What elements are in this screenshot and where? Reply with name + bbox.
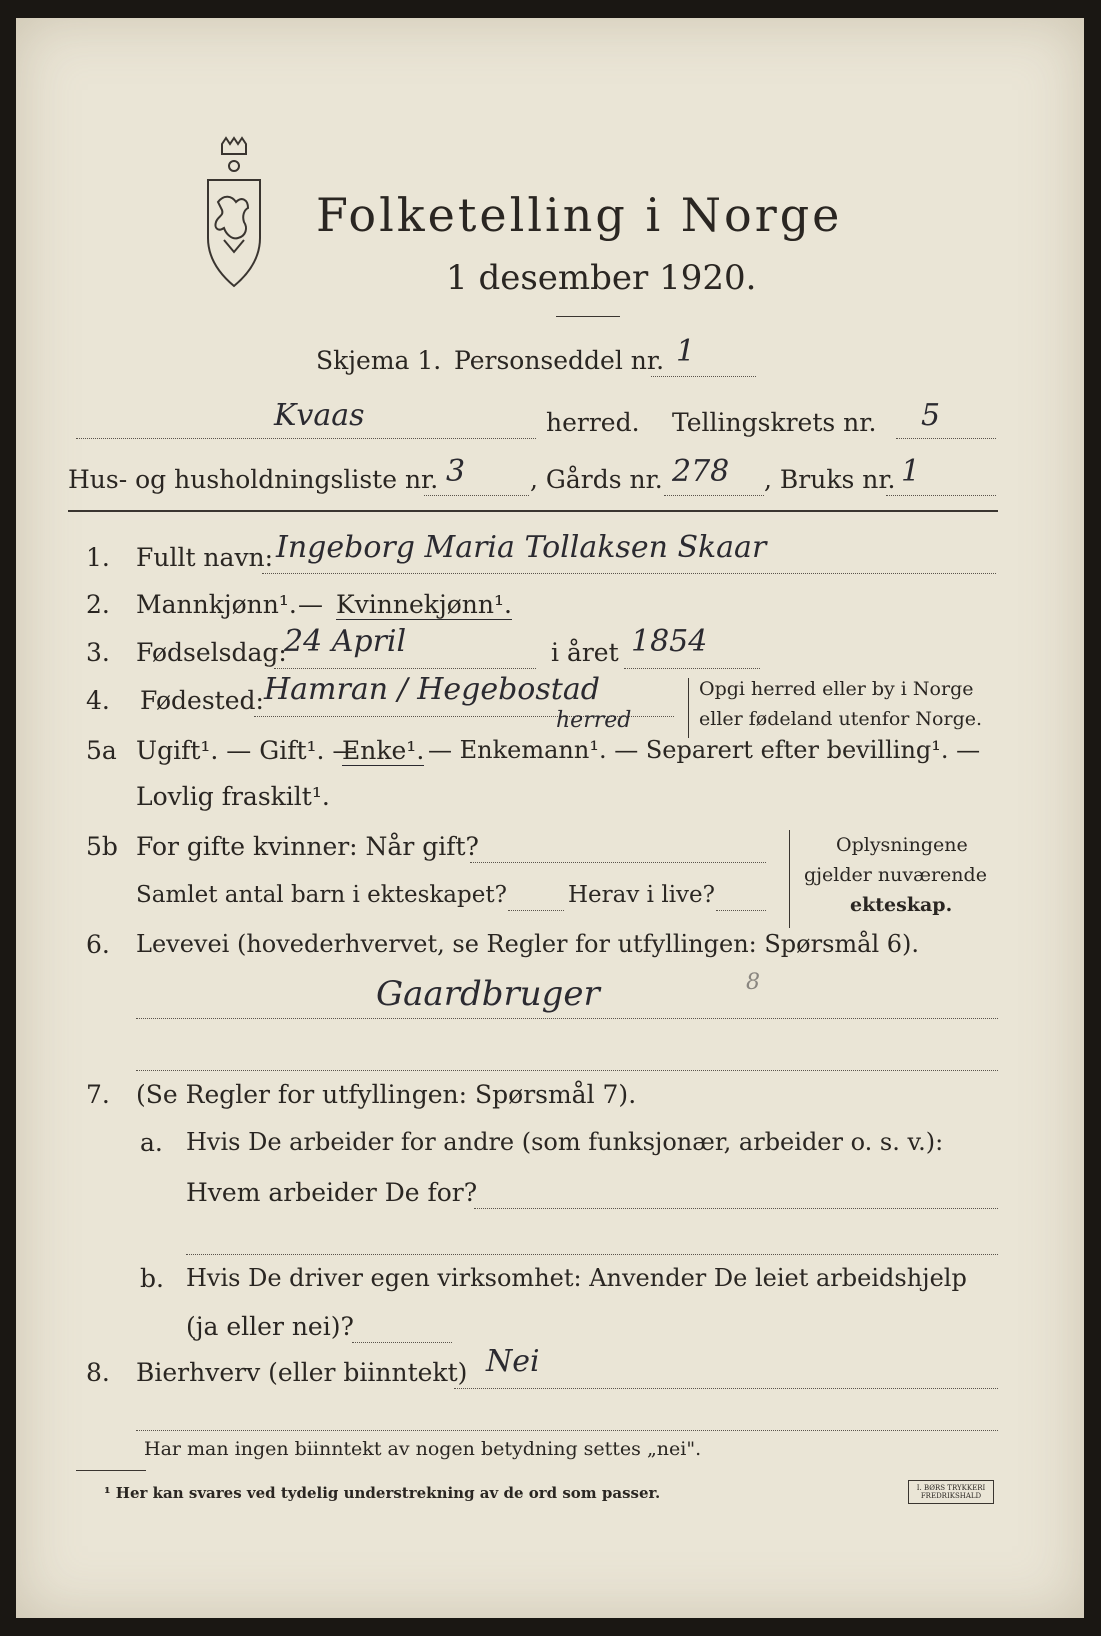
- q7a-line3: [186, 1254, 998, 1255]
- q5b-note2: gjelder nuværende: [804, 864, 987, 886]
- q7a-line1: Hvis De arbeider for andre (som funksjonær, arbeider o. s. v.):: [186, 1128, 944, 1156]
- q5b-note1: Oplysningene: [836, 834, 968, 856]
- q3-value: 24 April: [284, 624, 407, 659]
- printer-stamp: I. BØRS TRYKKERI FREDRIKSHALD: [908, 1480, 994, 1504]
- q5b-note3: ekteskap.: [850, 894, 953, 916]
- q5a-line1b: — Enkemann¹. — Separert efter bevilling¹. —: [428, 736, 981, 764]
- q4-label: Fødested:: [140, 686, 264, 715]
- q7-label: (Se Regler for utfyllingen: Spørsmål 7).: [136, 1080, 637, 1109]
- q6-mark: 8: [746, 970, 760, 995]
- q3-year-line: [624, 668, 760, 669]
- q5b-line1: For gifte kvinner: Når gift?: [136, 832, 479, 861]
- q3-label: Fødselsdag:: [136, 638, 287, 667]
- q2-male: Mannkjønn¹.: [136, 590, 297, 619]
- q5a-enke-underlined: Enke¹.: [342, 736, 425, 765]
- husliste-label: Hus- og husholdningsliste nr.: [68, 465, 439, 494]
- q4-number: 4.: [86, 686, 110, 715]
- herred-label: herred.: [546, 408, 640, 437]
- tellingskrets-line: [896, 438, 996, 439]
- q5b-line2b-fill: [716, 910, 766, 911]
- gards-line: [664, 495, 764, 496]
- q7-number: 7.: [86, 1080, 110, 1109]
- q4-value-herred: herred: [556, 708, 632, 733]
- q7a-line2: Hvem arbeider De for?: [186, 1178, 478, 1207]
- q3-line: [274, 668, 536, 669]
- personseddel-line: [651, 376, 756, 377]
- bruks-line: [886, 495, 996, 496]
- q8-note: Har man ingen biinntekt av nogen betydning settes „nei".: [144, 1438, 702, 1460]
- q1-label: Fullt navn:: [136, 543, 274, 572]
- q3-year-value: 1854: [631, 624, 708, 659]
- q7a-number: a.: [140, 1128, 163, 1157]
- tellingskrets-value: 5: [921, 398, 941, 433]
- header-rule: [68, 510, 998, 512]
- husliste-line: [424, 495, 529, 496]
- bruks-value: 1: [901, 454, 921, 489]
- q5a-line2: Lovlig fraskilt¹.: [136, 782, 330, 811]
- q5b-line2a-fill: [508, 910, 564, 911]
- norway-coat-of-arms-icon: [194, 136, 274, 288]
- form-title: Folketelling i Norge: [316, 188, 843, 242]
- q2-number: 2.: [86, 590, 110, 619]
- q6-value: Gaardbruger: [376, 974, 600, 1014]
- q5a-number: 5a: [86, 736, 117, 765]
- q5b-line2b: Herav i live?: [568, 882, 715, 908]
- herred-value: Kvaas: [274, 398, 365, 433]
- q5a-line1: Ugift¹. — Gift¹. —: [136, 736, 358, 765]
- q5b-number: 5b: [86, 832, 118, 861]
- q8-number: 8.: [86, 1358, 110, 1387]
- q1-line: [262, 573, 996, 574]
- q8-label: Bierhverv (eller biinntekt): [136, 1358, 468, 1387]
- personseddel-value: 1: [676, 334, 696, 369]
- q5b-line1-fill: [470, 862, 766, 863]
- q4-brace: [688, 678, 689, 738]
- q5b-brace: [789, 830, 790, 928]
- q7b-number: b.: [140, 1264, 164, 1293]
- husliste-value: 3: [446, 454, 466, 489]
- q8-value: Nei: [486, 1344, 540, 1379]
- herred-line: [76, 438, 536, 439]
- q6-line2: [136, 1070, 998, 1071]
- q7b-line2-fill: [352, 1342, 452, 1343]
- q6-line1: [136, 1018, 998, 1019]
- q2-sep: —: [298, 590, 323, 619]
- personseddel-label: Personseddel nr.: [454, 346, 665, 375]
- q2-female-underlined: Kvinnekjønn¹.: [336, 590, 512, 619]
- q7b-line2: (ja eller nei)?: [186, 1312, 354, 1341]
- q6-number: 6.: [86, 930, 110, 959]
- q8-line2: [136, 1430, 998, 1431]
- q1-value: Ingeborg Maria Tollaksen Skaar: [276, 530, 767, 565]
- footnote-rule: [76, 1470, 146, 1471]
- q4-note2: eller fødeland utenfor Norge.: [699, 708, 983, 730]
- gards-label: , Gårds nr.: [530, 465, 663, 494]
- q5b-line2a: Samlet antal barn i ekteskapet?: [136, 882, 507, 908]
- q7a-line2-fill: [474, 1208, 998, 1209]
- gards-value: 278: [672, 454, 730, 489]
- q1-number: 1.: [86, 543, 110, 572]
- q6-label: Levevei (hovederhvervet, se Regler for utfyllingen: Spørsmål 6).: [136, 930, 920, 958]
- q4-value: Hamran / Hegebostad: [264, 672, 600, 707]
- q8-line: [454, 1388, 998, 1389]
- q7b-line1: Hvis De driver egen virksomhet: Anvender De leiet arbeidshjelp: [186, 1264, 967, 1292]
- title-divider: [556, 316, 620, 317]
- q3-number: 3.: [86, 638, 110, 667]
- census-form: [16, 18, 1084, 1618]
- form-date: 1 desember 1920.: [446, 258, 757, 298]
- bruks-label: , Bruks nr.: [764, 465, 896, 494]
- schema-label: Skjema 1.: [316, 346, 442, 375]
- q4-note1: Opgi herred eller by i Norge: [699, 678, 974, 700]
- tellingskrets-label: Tellingskrets nr.: [672, 408, 877, 437]
- footnote: ¹ Her kan svares ved tydelig understrekning av de ord som passer.: [104, 1484, 661, 1502]
- q3-year-label: i året: [551, 638, 619, 667]
